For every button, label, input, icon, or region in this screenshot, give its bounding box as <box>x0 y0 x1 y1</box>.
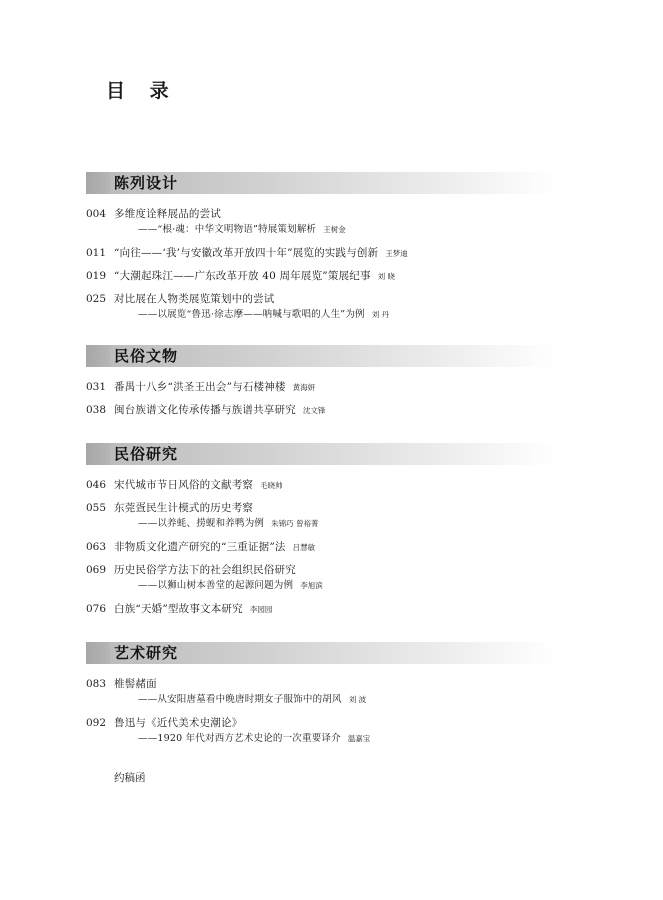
section-exhibition-design <box>86 172 556 330</box>
page-number: 092 <box>86 717 107 729</box>
toc-entry[interactable] <box>86 379 556 395</box>
entry-title: 番禺十八乡“洪圣王出会”与石楼神楼 <box>114 381 286 393</box>
toc-entry[interactable] <box>86 245 556 261</box>
section-title: 陈列设计 <box>114 174 179 192</box>
page-number: 069 <box>86 564 107 576</box>
section-title: 民俗研究 <box>114 445 179 463</box>
entry-title: 椎髻赭面 <box>114 678 157 690</box>
entry-subtitle: ——以养蚝、捞蚬和养鸭为例 <box>138 518 265 529</box>
entry-author: 刘 丹 <box>371 310 390 319</box>
entry-author: 王树金 <box>323 225 346 234</box>
entry-author: 黄海妍 <box>292 383 316 392</box>
section-tab-marker <box>86 345 110 367</box>
entry-author: 沈文锋 <box>302 406 326 415</box>
toc-entry[interactable] <box>86 268 556 284</box>
entry-title: 鲁迅与《近代美术史潮论》 <box>114 717 243 729</box>
section-tab-marker <box>86 642 110 664</box>
toc-entry[interactable] <box>86 676 556 708</box>
section-title: 艺术研究 <box>114 644 179 662</box>
entry-author: 温嘉宝 <box>347 734 371 743</box>
entry-title: 白族“天婚”型故事文本研究 <box>114 603 243 615</box>
toc-entry[interactable] <box>86 601 556 617</box>
entry-title: 东莞疍民生计模式的历史考察 <box>114 502 254 514</box>
section-tab-marker <box>86 172 110 194</box>
entry-author: 王梦迪 <box>385 249 408 258</box>
entry-subtitle: ——“根·魂：中华文明物语”特展策划解析 <box>138 224 317 235</box>
entry-subtitle: ——从安阳唐墓看中晚唐时期女子服饰中的胡风 <box>138 694 342 705</box>
page-number: 055 <box>86 502 107 514</box>
toc-entry[interactable] <box>86 562 556 594</box>
entry-author: 李园园 <box>249 605 273 614</box>
page-number: 038 <box>86 404 107 416</box>
entry-author: 吕慧敏 <box>292 543 316 552</box>
entry-title: 闽台族谱文化传承传播与族谱共享研究 <box>114 404 296 416</box>
call-for-papers-link[interactable]: 约稿函 <box>114 772 146 784</box>
page-number: 083 <box>86 678 107 690</box>
section-folk-research <box>86 443 556 624</box>
toc-entry[interactable] <box>86 539 556 555</box>
toc-entry[interactable] <box>86 715 556 747</box>
entry-title: 宋代城市节日风俗的文献考察 <box>114 479 254 491</box>
toc-entry[interactable] <box>86 206 556 238</box>
toc-entry[interactable] <box>86 500 556 532</box>
section-header <box>86 443 556 465</box>
page-number: 019 <box>86 270 107 282</box>
entry-title: “向往——‘我’与安徽改革开放四十年”展览的实践与创新 <box>114 247 379 259</box>
section-header <box>86 345 556 367</box>
entry-author: 毛晓帅 <box>260 481 283 490</box>
section-header <box>86 642 556 664</box>
section-folk-relics <box>86 345 556 425</box>
entry-author: 刘 晓 <box>377 272 396 281</box>
section-tab-marker <box>86 443 110 465</box>
entry-title: “大潮起珠江——广东改革开放 40 周年展览”策展纪事 <box>114 270 371 282</box>
page-number: 046 <box>86 479 107 491</box>
toc-entry[interactable] <box>86 477 556 493</box>
entry-title: 非物质文化遗产研究的“三重证据”法 <box>114 541 286 553</box>
entry-author: 李旭滨 <box>300 581 323 590</box>
toc-entry[interactable] <box>86 291 556 323</box>
toc-entry[interactable] <box>86 402 556 418</box>
entry-title: 历史民俗学方法下的社会组织民俗研究 <box>114 564 296 576</box>
entry-title: 对比展在人物类展览策划中的尝试 <box>114 293 275 305</box>
entry-subtitle: ——1920 年代对西方艺术史论的一次重要译介 <box>138 733 341 744</box>
page-number: 031 <box>86 381 107 393</box>
entry-author: 刘 波 <box>348 695 367 704</box>
page-title: 目 录 <box>106 80 178 102</box>
page-number: 004 <box>86 208 107 220</box>
section-header <box>86 172 556 194</box>
section-art-research <box>86 642 556 754</box>
section-title: 民俗文物 <box>114 347 179 365</box>
page-number: 063 <box>86 541 107 553</box>
page-number: 025 <box>86 293 107 305</box>
page-number: 011 <box>86 247 107 259</box>
page-number: 076 <box>86 603 107 615</box>
entry-author: 朱锦巧 曾裕菁 <box>271 519 319 528</box>
entry-subtitle: ——以展览“鲁迅·徐志摩——呐喊与歌唱的人生”为例 <box>138 309 365 320</box>
entry-subtitle: ——以狮山树本善堂的起源问题为例 <box>138 580 294 591</box>
entry-title: 多维度诠释展品的尝试 <box>114 208 221 220</box>
